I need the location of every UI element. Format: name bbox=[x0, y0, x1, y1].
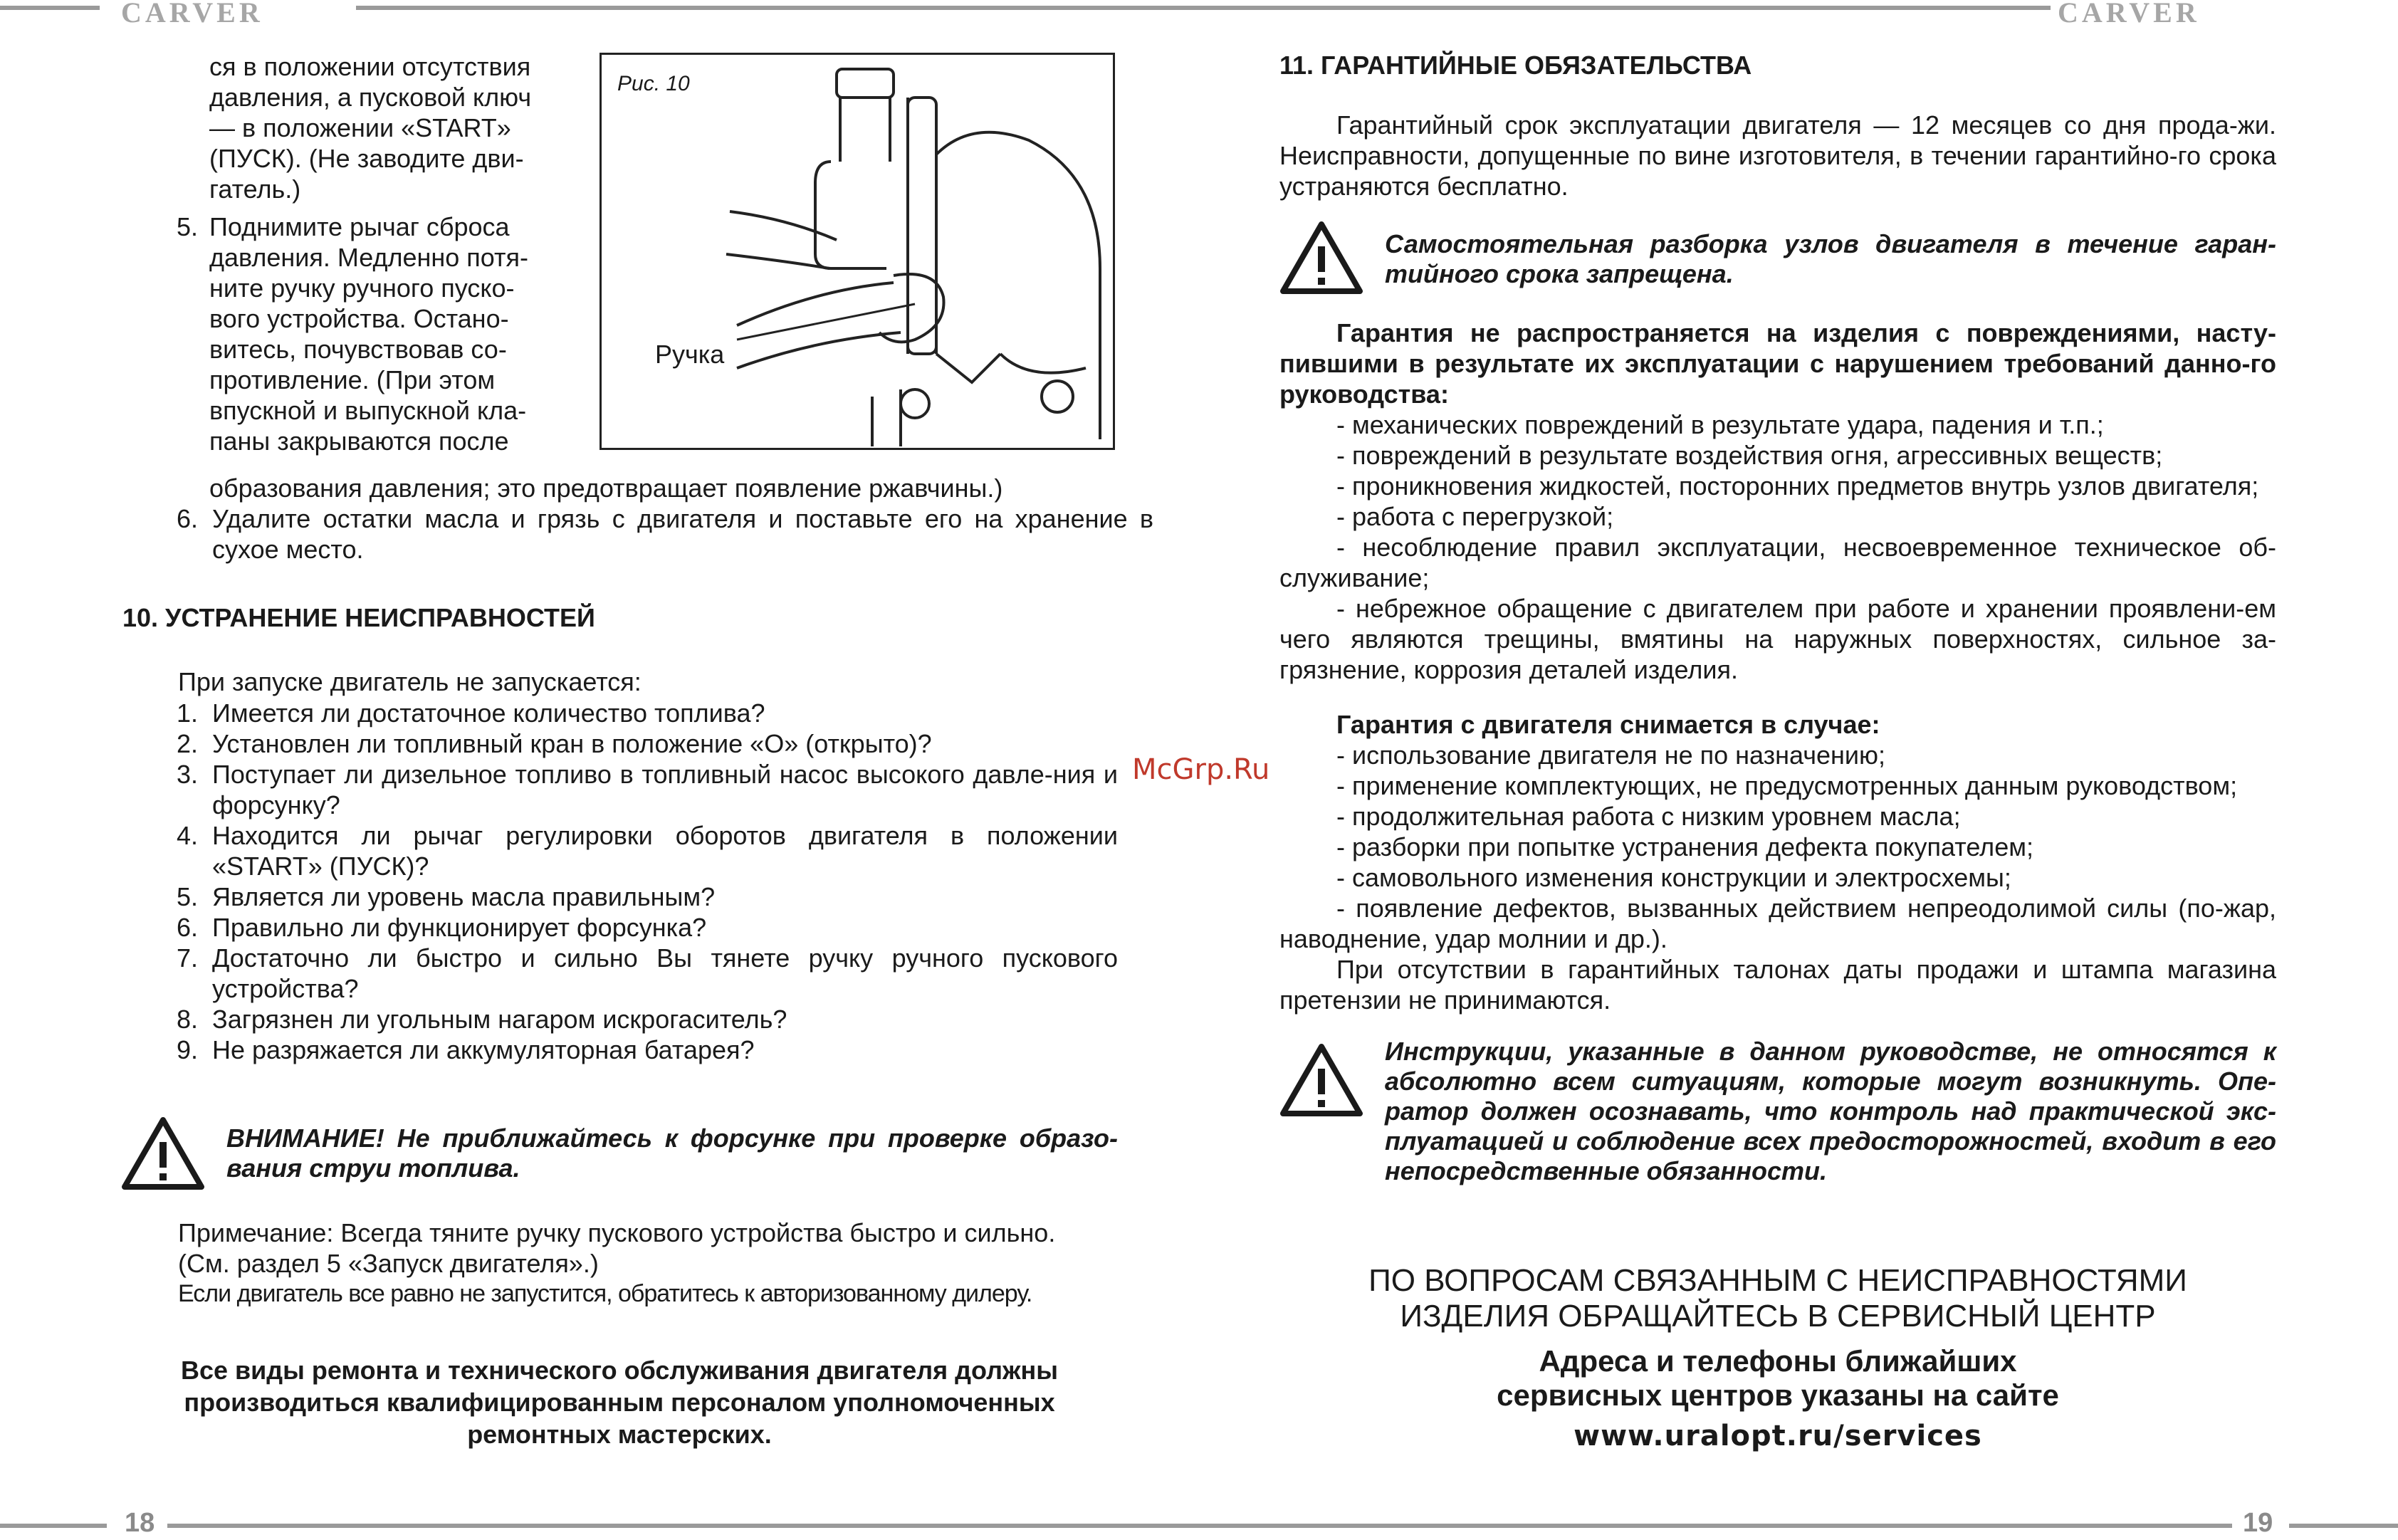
address-line: Адреса и телефоны ближайших bbox=[1539, 1344, 2017, 1378]
step-5-line: противление. (При этом bbox=[209, 365, 496, 394]
list-item: 7. Достаточно ли быстро и сильно Вы тянете ручку ручного пускового устройства? bbox=[177, 943, 1118, 1003]
intro-text bbox=[209, 51, 551, 204]
service-website-link[interactable]: www.uralopt.ru/services bbox=[1574, 1420, 1982, 1452]
list-item: 3. Поступает ли дизельное топливо в топливный насос высокого давле-ния и форсунку? bbox=[177, 760, 1118, 819]
footer-rule-right bbox=[2289, 1524, 2398, 1528]
note bbox=[178, 1217, 1125, 1309]
address-line: сервисных центров указаны на сайте bbox=[1497, 1378, 2059, 1412]
list-item: 5. Является ли уровень масла правильным? bbox=[177, 882, 716, 911]
list-item: - несоблюдение правил эксплуатации, несвоевременное техническое об-служивание; bbox=[1279, 533, 2276, 592]
step-6-text: Удалите остатки масла и грязь с двигателя и поставьте его на хранение в сухое место. bbox=[212, 504, 1153, 564]
header-rule-left-a bbox=[0, 6, 100, 10]
list-item: - повреждений в результате воздействия огня, агрессивных веществ; bbox=[1336, 441, 2163, 470]
step-5 bbox=[177, 211, 551, 456]
list-item: - появление дефектов, вызванных действием непреодолимой силы (по-жар, наводнение, удар молнии и др.). bbox=[1279, 894, 2276, 953]
absence-paragraph: При отсутствии в гарантийных талонах даты продажи и штампа магазина претензии не принимаются. bbox=[1279, 955, 2276, 1015]
intro-line: ся в положении отсутствия bbox=[209, 52, 531, 81]
header-rule bbox=[356, 6, 2051, 10]
step-5-line: давления. Медленно потя- bbox=[209, 243, 528, 272]
warning-instructions: Инструкции, указанные в данном руководстве, не относятся к абсолютно всем ситуациям, которые могут возникнуть. Опе-ратор должен осознавать, что контроль над практической экс-плуатацией и соблюдение всех предосторожностей, входит в его непосредственные обязанности. bbox=[1385, 1037, 2276, 1185]
step-5-line: витесь, почувствовав со- bbox=[209, 335, 507, 364]
section-10-title: 10. УСТРАНЕНИЕ НЕИСПРАВНОСТЕЙ bbox=[122, 603, 595, 632]
repair-notice bbox=[121, 1354, 1118, 1450]
list-item: - применение комплектующих, не предусмотренных данным руководством; bbox=[1336, 771, 2238, 800]
note-line: Если двигатель все равно не запустится, обратитесь к авторизованному дилеру. bbox=[178, 1280, 1032, 1307]
trouble-list bbox=[177, 698, 1118, 1065]
list-item: 1. Имеется ли достаточное количество топлива? bbox=[177, 698, 765, 728]
service-line: ИЗДЕЛИЯ ОБРАЩАЙТЕСЬ В СЕРВИСНЫЙ ЦЕНТР bbox=[1400, 1299, 2156, 1334]
step-6-number: 6. bbox=[177, 504, 199, 533]
list-item: - разборки при попытке устранения дефекта покупателем; bbox=[1336, 832, 2033, 861]
warning-injector: ВНИМАНИЕ! Не приближайтесь к форсунке при проверке образо-вания струи топлива. bbox=[226, 1123, 1118, 1183]
list-item: - использование двигателя не по назначению; bbox=[1336, 740, 1885, 770]
exclusion-list bbox=[1279, 409, 2276, 685]
footer-rule-center bbox=[167, 1524, 2232, 1528]
repair-line: ремонтных мастерских. bbox=[467, 1420, 772, 1449]
service-line: ПО ВОПРОСАМ СВЯЗАННЫМ С НЕИСПРАВНОСТЯМИ bbox=[1368, 1263, 2187, 1298]
intro-line: гатель.) bbox=[209, 174, 301, 204]
figure-10 bbox=[600, 53, 1115, 450]
step-6 bbox=[177, 503, 1153, 565]
list-item: - проникновения жидкостей, посторонних предметов внутрь узлов двигателя; bbox=[1336, 471, 2259, 501]
step-5-tail: образования давления; это предотвращает появление ржавчины.) bbox=[209, 473, 1003, 503]
note-line: Примечание: Всегда тяните ручку пускового устройства быстро и сильно. bbox=[178, 1218, 1056, 1247]
step-5-line: паны закрываются после bbox=[209, 426, 509, 456]
brand-logo-left: CARVER bbox=[121, 0, 263, 28]
brand-logo-right: CARVER bbox=[2058, 0, 2200, 28]
service-center-notice bbox=[1279, 1263, 2276, 1334]
trouble-intro: При запуске двигатель не запускается: bbox=[178, 667, 642, 696]
page-number-right: 19 bbox=[2243, 1508, 2273, 1538]
list-item: 6. Правильно ли функционирует форсунка? bbox=[177, 913, 707, 942]
step-5-line: Поднимите рычаг сброса bbox=[209, 212, 510, 241]
address-notice bbox=[1279, 1344, 2276, 1413]
step-5-number: 5. bbox=[177, 212, 199, 241]
repair-line: производиться квалифицированным персоналом уполномоченных bbox=[184, 1388, 1055, 1417]
watermark: McGrp.Ru bbox=[1132, 753, 1270, 786]
list-item: - механических повреждений в результате удара, падения и т.п.; bbox=[1336, 410, 2104, 439]
removal-list bbox=[1279, 740, 2276, 954]
figure-label-handle: Ручка bbox=[655, 340, 725, 369]
list-item: 8. Загрязнен ли угольным нагаром искрогаситель? bbox=[177, 1005, 787, 1034]
removal-heading: Гарантия с двигателя снимается в случае: bbox=[1336, 710, 1880, 739]
section-11-title: 11. ГАРАНТИЙНЫЕ ОБЯЗАТЕЛЬСТВА bbox=[1279, 51, 1752, 80]
figure-caption: Рис. 10 bbox=[617, 72, 690, 95]
footer-rule-left bbox=[0, 1524, 107, 1528]
list-item: - самовольного изменения конструкции и электросхемы; bbox=[1336, 863, 2011, 892]
warning-icon bbox=[1279, 1043, 1363, 1117]
list-item: 9. Не разряжается ли аккумуляторная батарея? bbox=[177, 1035, 755, 1064]
warning-icon bbox=[1279, 221, 1363, 295]
step-5-line: впускной и выпускной кла- bbox=[209, 396, 527, 425]
engine-illustration bbox=[602, 55, 1113, 448]
page-number-left: 18 bbox=[125, 1508, 155, 1538]
list-item: 4. Находится ли рычаг регулировки оборотов двигателя в положении «START» (ПУСК)? bbox=[177, 821, 1118, 881]
intro-line: — в положении «START» bbox=[209, 113, 511, 142]
list-item: - небрежное обращение с двигателем при работе и хранении проявлени-ем чего являются трещины, вмятины на наружных поверхностях, сильное за-грязнение, коррозия деталей изделия. bbox=[1279, 594, 2276, 684]
note-line: (См. раздел 5 «Запуск двигателя».) bbox=[178, 1249, 599, 1278]
list-item: 2. Установлен ли топливный кран в положение «О» (открыто)? bbox=[177, 729, 932, 758]
step-5-line: вого устройства. Остано- bbox=[209, 304, 509, 333]
list-item: - продолжительная работа с низким уровнем масла; bbox=[1336, 802, 1961, 831]
step-5-line: ните ручку ручного пуско- bbox=[209, 273, 515, 303]
warranty-paragraph: Гарантийный срок эксплуатации двигателя — 12 месяцев со дня прода-жи. Неисправности, допущенные по вине изготовителя, в течении гарантийно-го срока устраняются бесплатно. bbox=[1279, 110, 2276, 201]
warning-icon bbox=[121, 1116, 205, 1190]
warning-disassembly: Самостоятельная разборка узлов двигателя в течение гаран-тийного срока запрещена. bbox=[1385, 229, 2276, 288]
exclusion-heading: Гарантия не распространяется на изделия с повреждениями, насту-пившими в результате их эксплуатации с нарушением требований данно-го руководства: bbox=[1279, 318, 2276, 409]
repair-line: Все виды ремонта и технического обслуживания двигателя должны bbox=[180, 1356, 1059, 1385]
intro-line: (ПУСК). (Не заводите дви- bbox=[209, 144, 524, 173]
intro-line: давления, а пусковой ключ bbox=[209, 83, 532, 112]
list-item: - работа с перегрузкой; bbox=[1336, 502, 1614, 531]
